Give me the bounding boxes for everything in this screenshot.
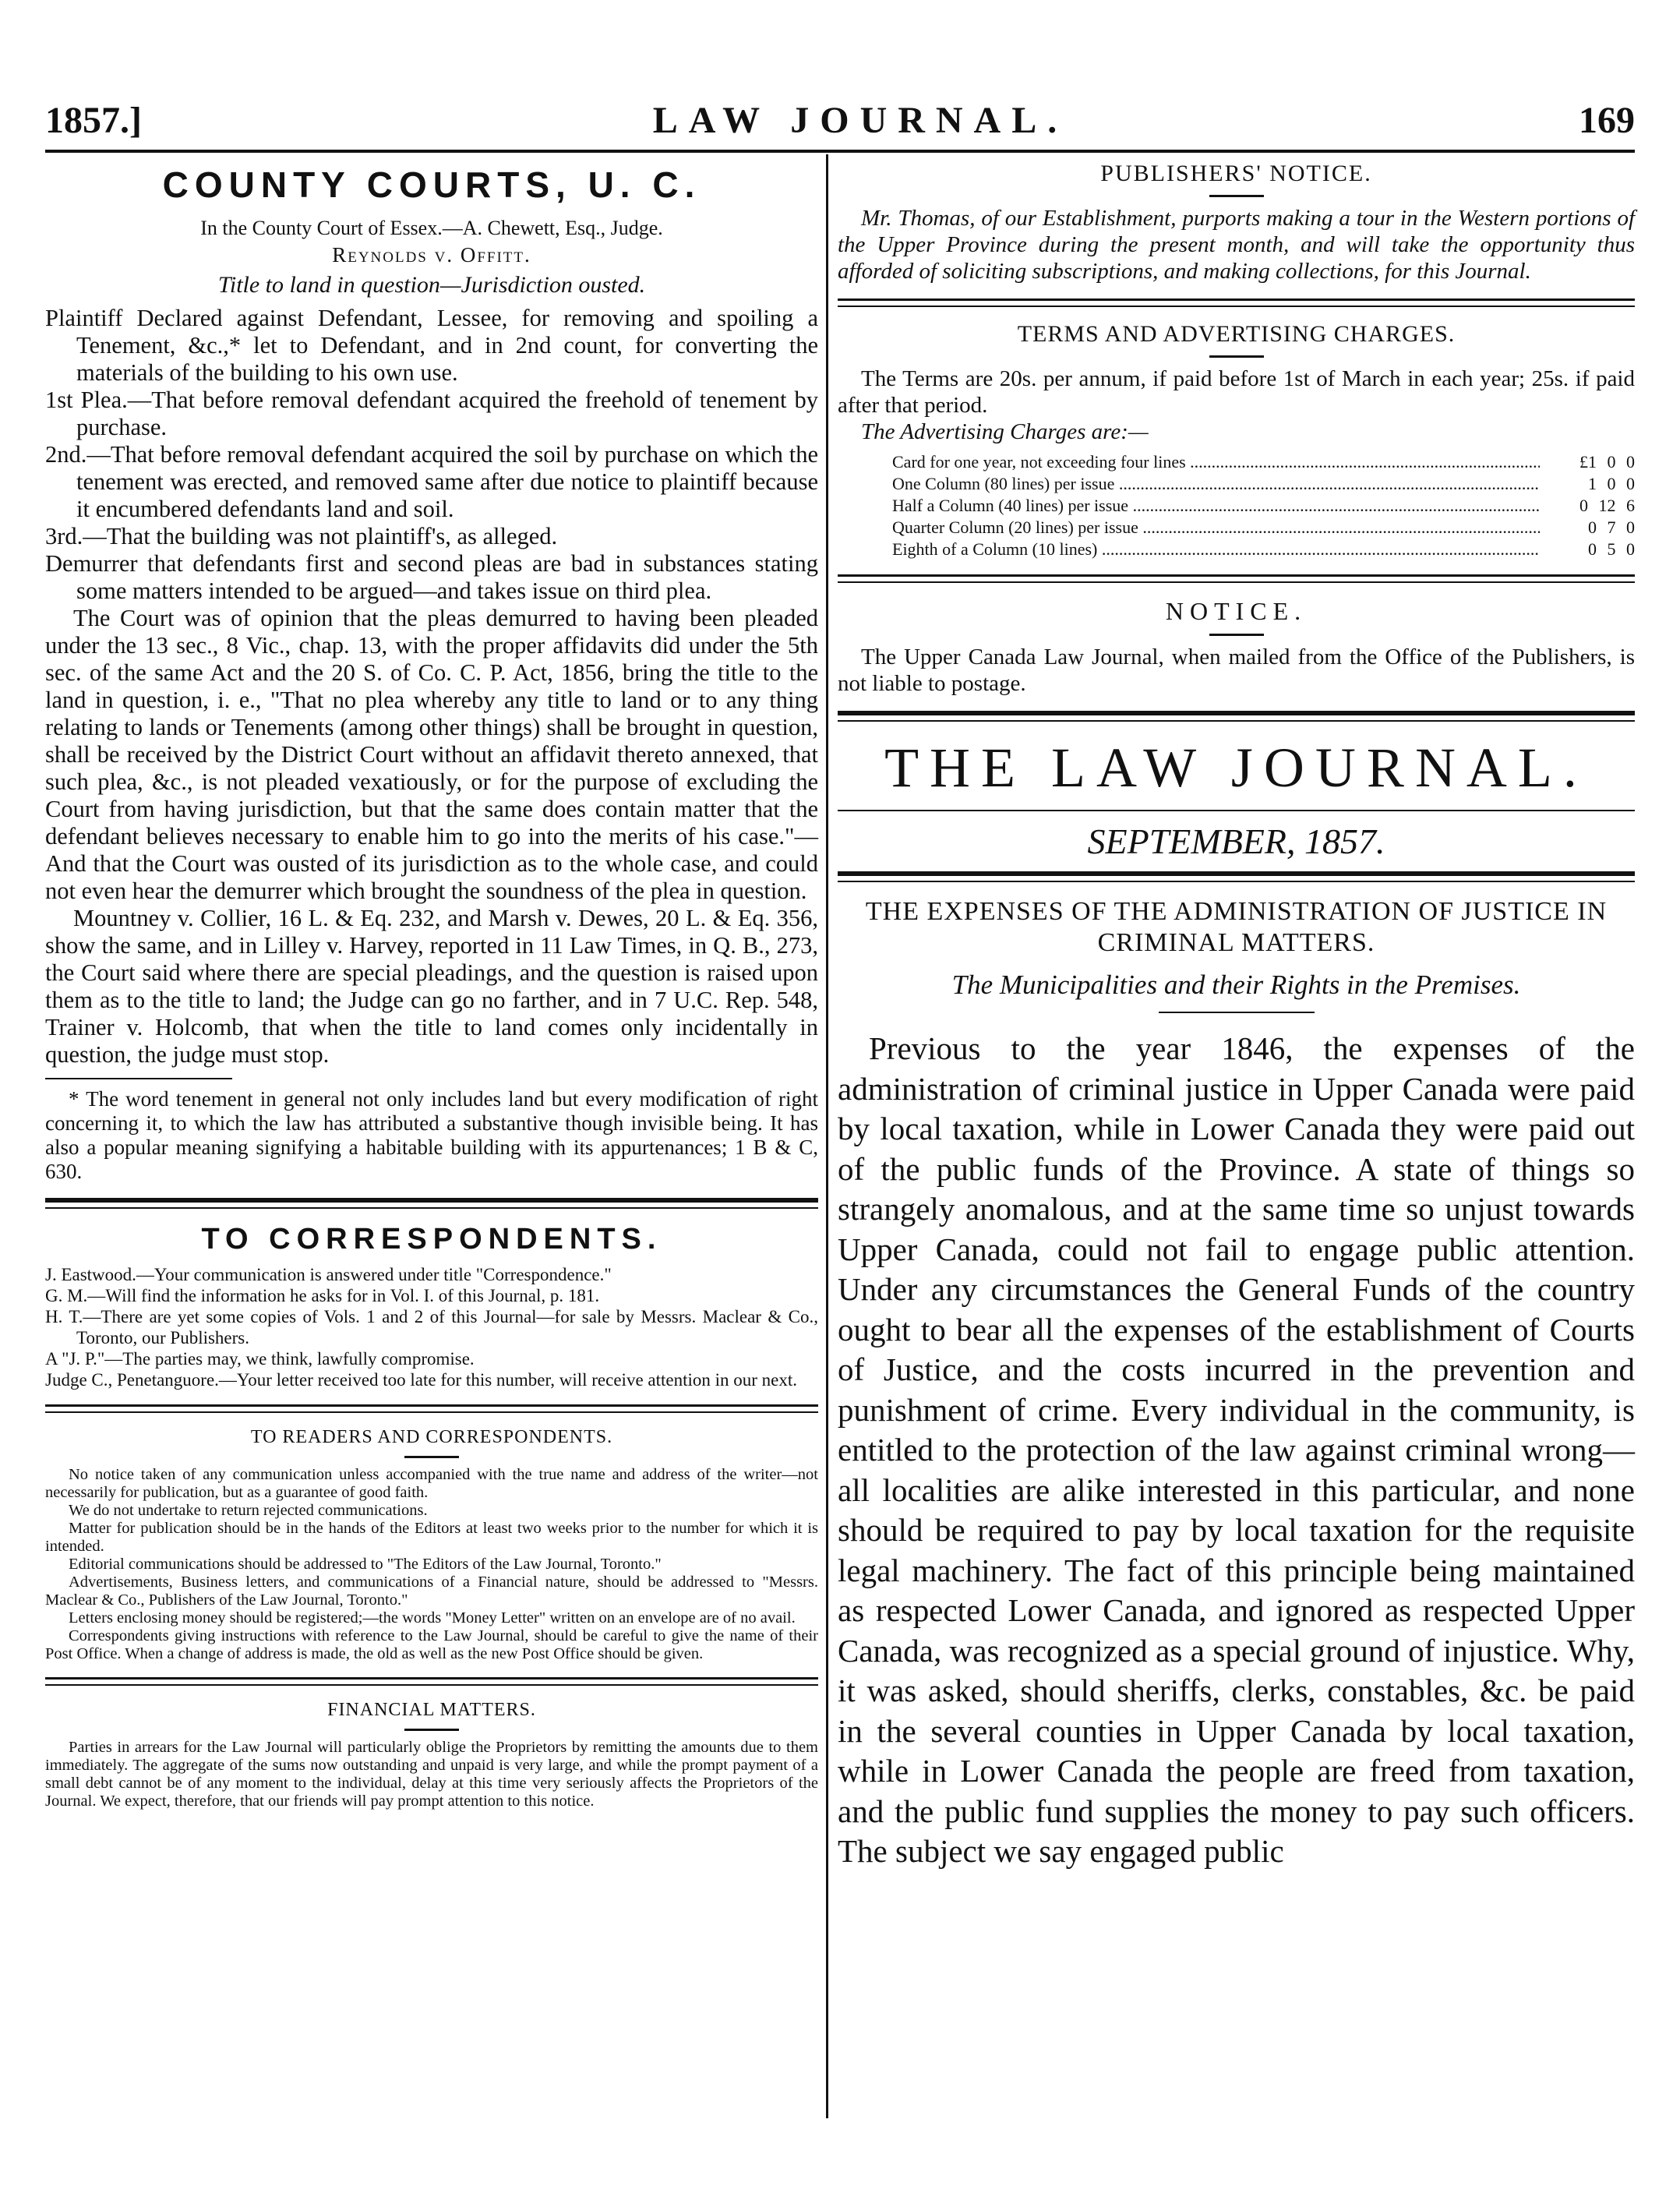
rate-row [892,517,1635,539]
readers-item: Matter for publication should be in the hands of the Editors at least two weeks prior to the number for which it is intended. [45,1520,818,1555]
terms-text: The Terms are 20s. per annum, if paid before 1st of March in each year; 25s. if paid after that period. [838,366,1635,418]
section-rule [838,574,1635,583]
readers-list [45,1466,818,1663]
header-journal-name: LAW JOURNAL. [652,100,1068,141]
masthead-rule [838,810,1635,811]
publishers-notice-text: Mr. Thomas, of our Establishment, purports making a tour in the Western portions of the Upper Province during the present month, and will take the opportunity thus afforded of soliciting subscriptions, and making collections, for this Journal. [838,206,1635,284]
readers-item: Advertisements, Business letters, and communications of a Financial nature, should be addressed to "Messrs. Maclear & Co., Publishers of the Law Journal, Toronto." [45,1574,818,1609]
heading-rule [404,1456,459,1458]
section-rule [45,1404,818,1413]
court-line: In the County Court of Essex.—A. Chewett, Esq., Judge. [200,217,663,239]
readers-item: We do not undertake to return rejected communications. [69,1502,428,1519]
heading-rule [404,1729,459,1731]
financial-text: Parties in arrears for the Law Journal will particularly oblige the Proprietors by remitting the amounts due to them immediately. The aggregate of the sums now outstanding and unpaid is very large, and while the prompt payment of a small debt cannot be of any moment to the individual, delay at this time very seriously affects the Proprietors of the Journal. We expect, therefore, that our friends will pay prompt attention to this notice. [45,1739,818,1810]
readers-item: No notice taken of any communication unless accompanied with the true name and address of the writer—not necessarily for publication, but as a guarantee of good faith. [45,1466,818,1501]
pleading-second-plea: 2nd.—That before removal defendant acquired the soil by purchase on which the tenement was erected, and removed same after due notice to plaintiff because it encumbered defendants land and soil. [45,441,818,522]
advertising-intro: The Advertising Charges are:— [861,419,1149,444]
section-rule [838,298,1635,307]
rate-amount: 0 12 6 [1579,496,1635,515]
rate-amount: 0 7 0 [1588,517,1635,537]
pleading-declaration: Plaintiff Declared against Defendant, Lessee, for removing and spoiling a Tenement, &c.,* let to Defendant, and in 2nd count, for converting the materials of the building to his own use. [45,305,818,386]
heading-rule [1209,355,1264,358]
county-courts-heading: COUNTY COURTS, U. C. [162,164,701,205]
pleading-demurrer: Demurrer that defendants first and second pleas are bad in substances stating some matters intended to be argued—and takes issue on third plea. [45,550,818,604]
correspondent-item: Judge C., Penetanguore.—Your letter received too late for this number, will receive attention in our next. [45,1370,798,1390]
publishers-notice-heading: PUBLISHERS' NOTICE. [1100,161,1372,186]
opinion-paragraph-2: Mountney v. Collier, 16 L. & Eq. 232, and Marsh v. Dewes, 20 L. & Eq. 356, show the same, and in Lilley v. Harvey, reported in 11 Law Times, in Q. B., 273, the Court said where there are special pleadings, and the question is raised upon them as to the title to land; the Judge can go no farther, and in 7 U.C. Rep. 548, Trainer v. Holcomb, that when the title to land comes only incidentally in question, the judge must stop. [45,905,818,1068]
masthead-rule [838,871,1635,882]
pleading-third-plea: 3rd.—That the building was not plaintiff's, as alleged. [45,523,558,549]
rate-amount: 1 0 0 [1588,474,1635,493]
masthead-title: THE LAW JOURNAL. [884,736,1588,799]
right-column [838,156,1635,1872]
rate-row [892,451,1635,473]
correspondent-item: G. M.—Will find the information he asks for in Vol. I. of this Journal, p. 181. [45,1286,600,1305]
readers-item: Correspondents giving instructions with reference to the Law Journal, should be careful to give the name of their Post Office. When a change of address is made, the old as well as the new Post Office should be given. [45,1627,818,1662]
financial-heading: FINANCIAL MATTERS. [327,1700,536,1720]
rate-row [892,495,1635,517]
rate-label: Eighth of a Column (10 lines) ..... [892,539,1540,560]
rate-label: Half a Column (40 lines) per issue ..... [892,495,1540,517]
opinion-paragraph-1: The Court was of opinion that the pleas demurred to having been pleaded under the 13 sec., 8 Vic., chap. 13, with the proper affidavits did under the 5th sec. of the same Act and the 20 S. of Co. C. P. Act, 1856, bring the title to the land in question, i. e., "That no plea whereby any title to land or to any thing relating to lands or Tenements (among other things) shall be brought in question, shall be received by the District Court without an affidavit thereto annexed, that such plea, &c., is not pleaded vexatiously, or for the purpose of excluding the Court from having jurisdiction, but that the same does contain matter that the defendant believes necessary to enable him to go into the merits of his case."—And that the Court was ousted of its jurisdiction as to the whole case, and could not even hear the demurrer which brought the soundness of the plea in question. [45,605,818,904]
rate-label: Card for one year, not exceeding four lines ..... [892,451,1540,473]
rate-label: One Column (80 lines) per issue ..... [892,473,1540,495]
correspondents-heading: TO CORRESPONDENTS. [201,1223,662,1256]
correspondent-item: J. Eastwood.—Your communication is answered under title "Correspondence." [45,1265,612,1284]
header-year: 1857.] [45,100,142,141]
correspondent-item: H. T.—There are yet some copies of Vols. 1 and 2 of this Journal—for sale by Messrs. Maclear & Co., Toronto, our Publishers. [45,1307,818,1348]
case-subject: Title to land in question—Jurisdiction ousted. [217,272,646,298]
rate-amount: £1 0 0 [1579,452,1635,472]
header-rule [45,150,1635,153]
correspondent-item: A "J. P."—The parties may, we think, lawfully compromise. [45,1349,475,1369]
masthead-date: SEPTEMBER, 1857. [1087,821,1385,861]
rate-label: Quarter Column (20 lines) per issue ..... [892,517,1540,539]
readers-item: Letters enclosing money should be registered;—the words "Money Letter" written on an envelope are of no avail. [69,1609,796,1627]
terms-heading: TERMS AND ADVERTISING CHARGES. [1017,321,1456,347]
notice-text: The Upper Canada Law Journal, when mailed from the Office of the Publishers, is not liable to postage. [838,645,1635,696]
case-name: Reynolds v. Offitt. [332,243,531,267]
column-divider [826,154,828,2118]
readers-item: Editorial communications should be addressed to "The Editors of the Law Journal, Toronto." [69,1556,662,1573]
correspondents-list [45,1264,818,1390]
masthead-rule [838,711,1635,722]
article-subtitle: The Municipalities and their Rights in the Premises. [951,970,1521,1000]
heading-rule [1209,634,1264,636]
rate-amount: 0 5 0 [1588,539,1635,559]
heading-rule [1209,195,1264,197]
header-page-number: 169 [1578,100,1635,141]
advertising-rates-table [892,451,1635,560]
section-rule [45,1677,818,1686]
rate-row [892,539,1635,560]
pleading-first-plea: 1st Plea.—That before removal defendant acquired the freehold of tenement by purchase. [45,387,818,440]
section-rule [45,1198,818,1209]
article-rule [1159,1012,1315,1013]
page-header [45,94,1635,142]
left-column [45,156,818,1810]
notice-heading: NOTICE. [1165,597,1308,625]
article-title: THE EXPENSES OF THE ADMINISTRATION OF JUSTICE IN CRIMINAL MATTERS. [865,897,1608,957]
readers-heading: TO READERS AND CORRESPONDENTS. [250,1427,613,1447]
article-body: Previous to the year 1846, the expenses of the administration of criminal justice in Upper Canada were paid by local taxation, while in Lower Canada they were paid out of the public funds of the Province. A state of things so strangely anomalous, and at the same time so unjust towards Upper Canada, could not fail to engage public attention. Under any circumstances the General Funds of the country ought to bear all the expenses of the establishment of Courts of Justice, and the costs incurred in the prevention and punishment of crime. Every individual in the community, is entitled to the protection of the law against criminal wrong—all localities are alike interested in this particular, and none should be required to pay by local taxation for the requisite legal machinery. The fact of this principle being maintained as respected Lower Canada, and ignored as respected Upper Canada, was recognized as a special ground of injustice. Why, it was asked, should sheriffs, clerks, constables, &c. be paid in the several counties in Upper Canada by local taxation, while in Lower Canada the people are freed from taxation, and the public fund supplies the money to pay such officers. The subject we say engaged public [838,1030,1635,1869]
pleadings [45,305,818,1068]
footnote: * The word tenement in general not only includes land but every modification of right concerning it, to which the law has attributed a substantive though invisible being. It has also a popular meaning signifying a habitable building with its appurtenances; 1 B & C, 630. [45,1087,818,1183]
footnote-rule [45,1078,232,1079]
rate-row [892,473,1635,495]
